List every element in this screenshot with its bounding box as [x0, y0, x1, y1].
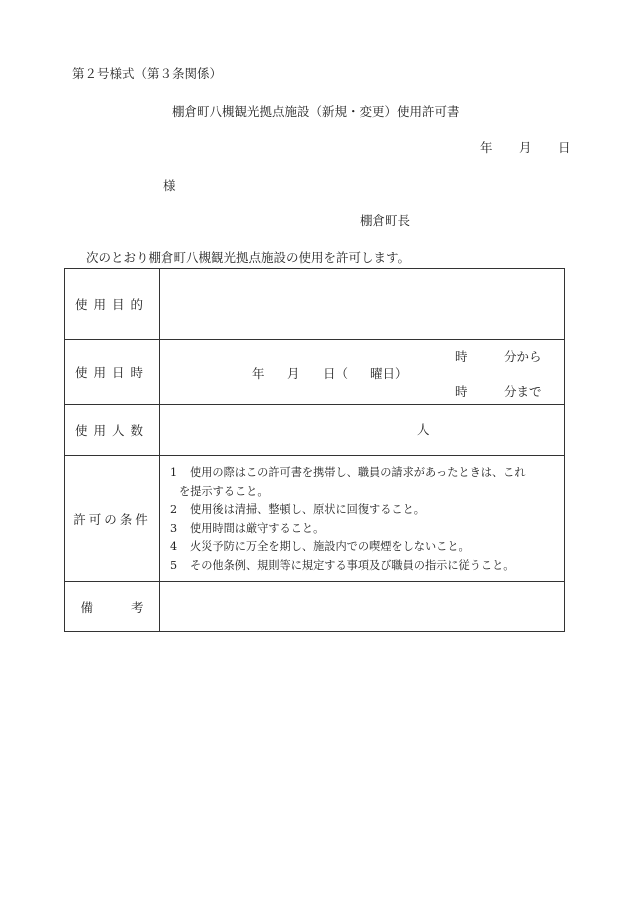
- datetime-value: [160, 340, 565, 405]
- people-unit: 人: [417, 422, 430, 437]
- conditions-label: 許可の条件: [65, 456, 160, 582]
- condition-number: 4: [170, 540, 178, 553]
- intro-text: 次のとおり棚倉町八槻観光拠点施設の使用を許可します。: [86, 250, 411, 265]
- issuer-name: 棚倉町長: [360, 213, 411, 228]
- condition-text: 使用の際はこの許可書を携帯し、職員の請求があったときは、これ: [190, 466, 526, 479]
- condition-item: [170, 520, 556, 539]
- people-label: 使用人数: [65, 405, 160, 456]
- condition-text: 使用時間は厳守すること。: [190, 521, 325, 535]
- datetime-weekday: 曜日）: [370, 366, 408, 381]
- people-row: [65, 405, 565, 456]
- datetime-hour-from: 時: [455, 349, 468, 364]
- condition-number: 5: [170, 558, 178, 572]
- condition-item: [170, 501, 556, 520]
- remarks-label: [65, 582, 160, 632]
- date-month: 月: [519, 140, 532, 155]
- condition-item: [170, 464, 556, 483]
- condition-number: 2: [170, 503, 178, 516]
- datetime-year: 年: [252, 366, 265, 381]
- datetime-month: 月: [287, 366, 300, 381]
- condition-number: 1: [170, 466, 178, 479]
- condition-text: を提示すること。: [179, 484, 269, 498]
- condition-text: 火災予防に万全を期し、施設内での喫煙をしないこと。: [190, 540, 470, 553]
- conditions-value: [160, 456, 565, 582]
- conditions-row: [65, 456, 565, 582]
- document-title: 棚倉町八槻観光拠点施設（新規・変更）使用許可書: [172, 104, 460, 119]
- condition-text: 使用後は清掃、整頓し、原状に回復すること。: [190, 503, 425, 516]
- condition-item: [170, 557, 556, 576]
- remarks-value: [160, 582, 565, 632]
- condition-text: その他条例、規則等に規定する事項及び職員の指示に従うこと。: [190, 558, 515, 572]
- purpose-row: [65, 269, 565, 340]
- form-number-label: 第２号様式（第３条関係）: [72, 66, 223, 81]
- date-day: 日: [558, 140, 571, 155]
- datetime-label: 使用日時: [65, 340, 160, 405]
- remarks-label-char-2: 考: [131, 599, 144, 615]
- datetime-hour-until: 時: [455, 384, 468, 399]
- datetime-from: 分から: [504, 349, 542, 364]
- datetime-day: 日（: [323, 366, 349, 381]
- condition-item: [170, 538, 556, 557]
- datetime-until: 分まで: [504, 384, 542, 399]
- datetime-row: [65, 340, 565, 405]
- date-year: 年: [480, 140, 493, 155]
- purpose-value: [160, 269, 565, 340]
- remarks-row: [65, 582, 565, 632]
- people-value: [160, 405, 565, 456]
- remarks-label-char-1: 備: [80, 599, 93, 615]
- purpose-label: 使用目的: [65, 269, 160, 340]
- conditions-list: [160, 456, 564, 581]
- recipient-suffix: 様: [163, 178, 176, 193]
- condition-number: 3: [170, 521, 178, 535]
- permit-table: [64, 268, 565, 632]
- condition-item-continued: [170, 483, 556, 502]
